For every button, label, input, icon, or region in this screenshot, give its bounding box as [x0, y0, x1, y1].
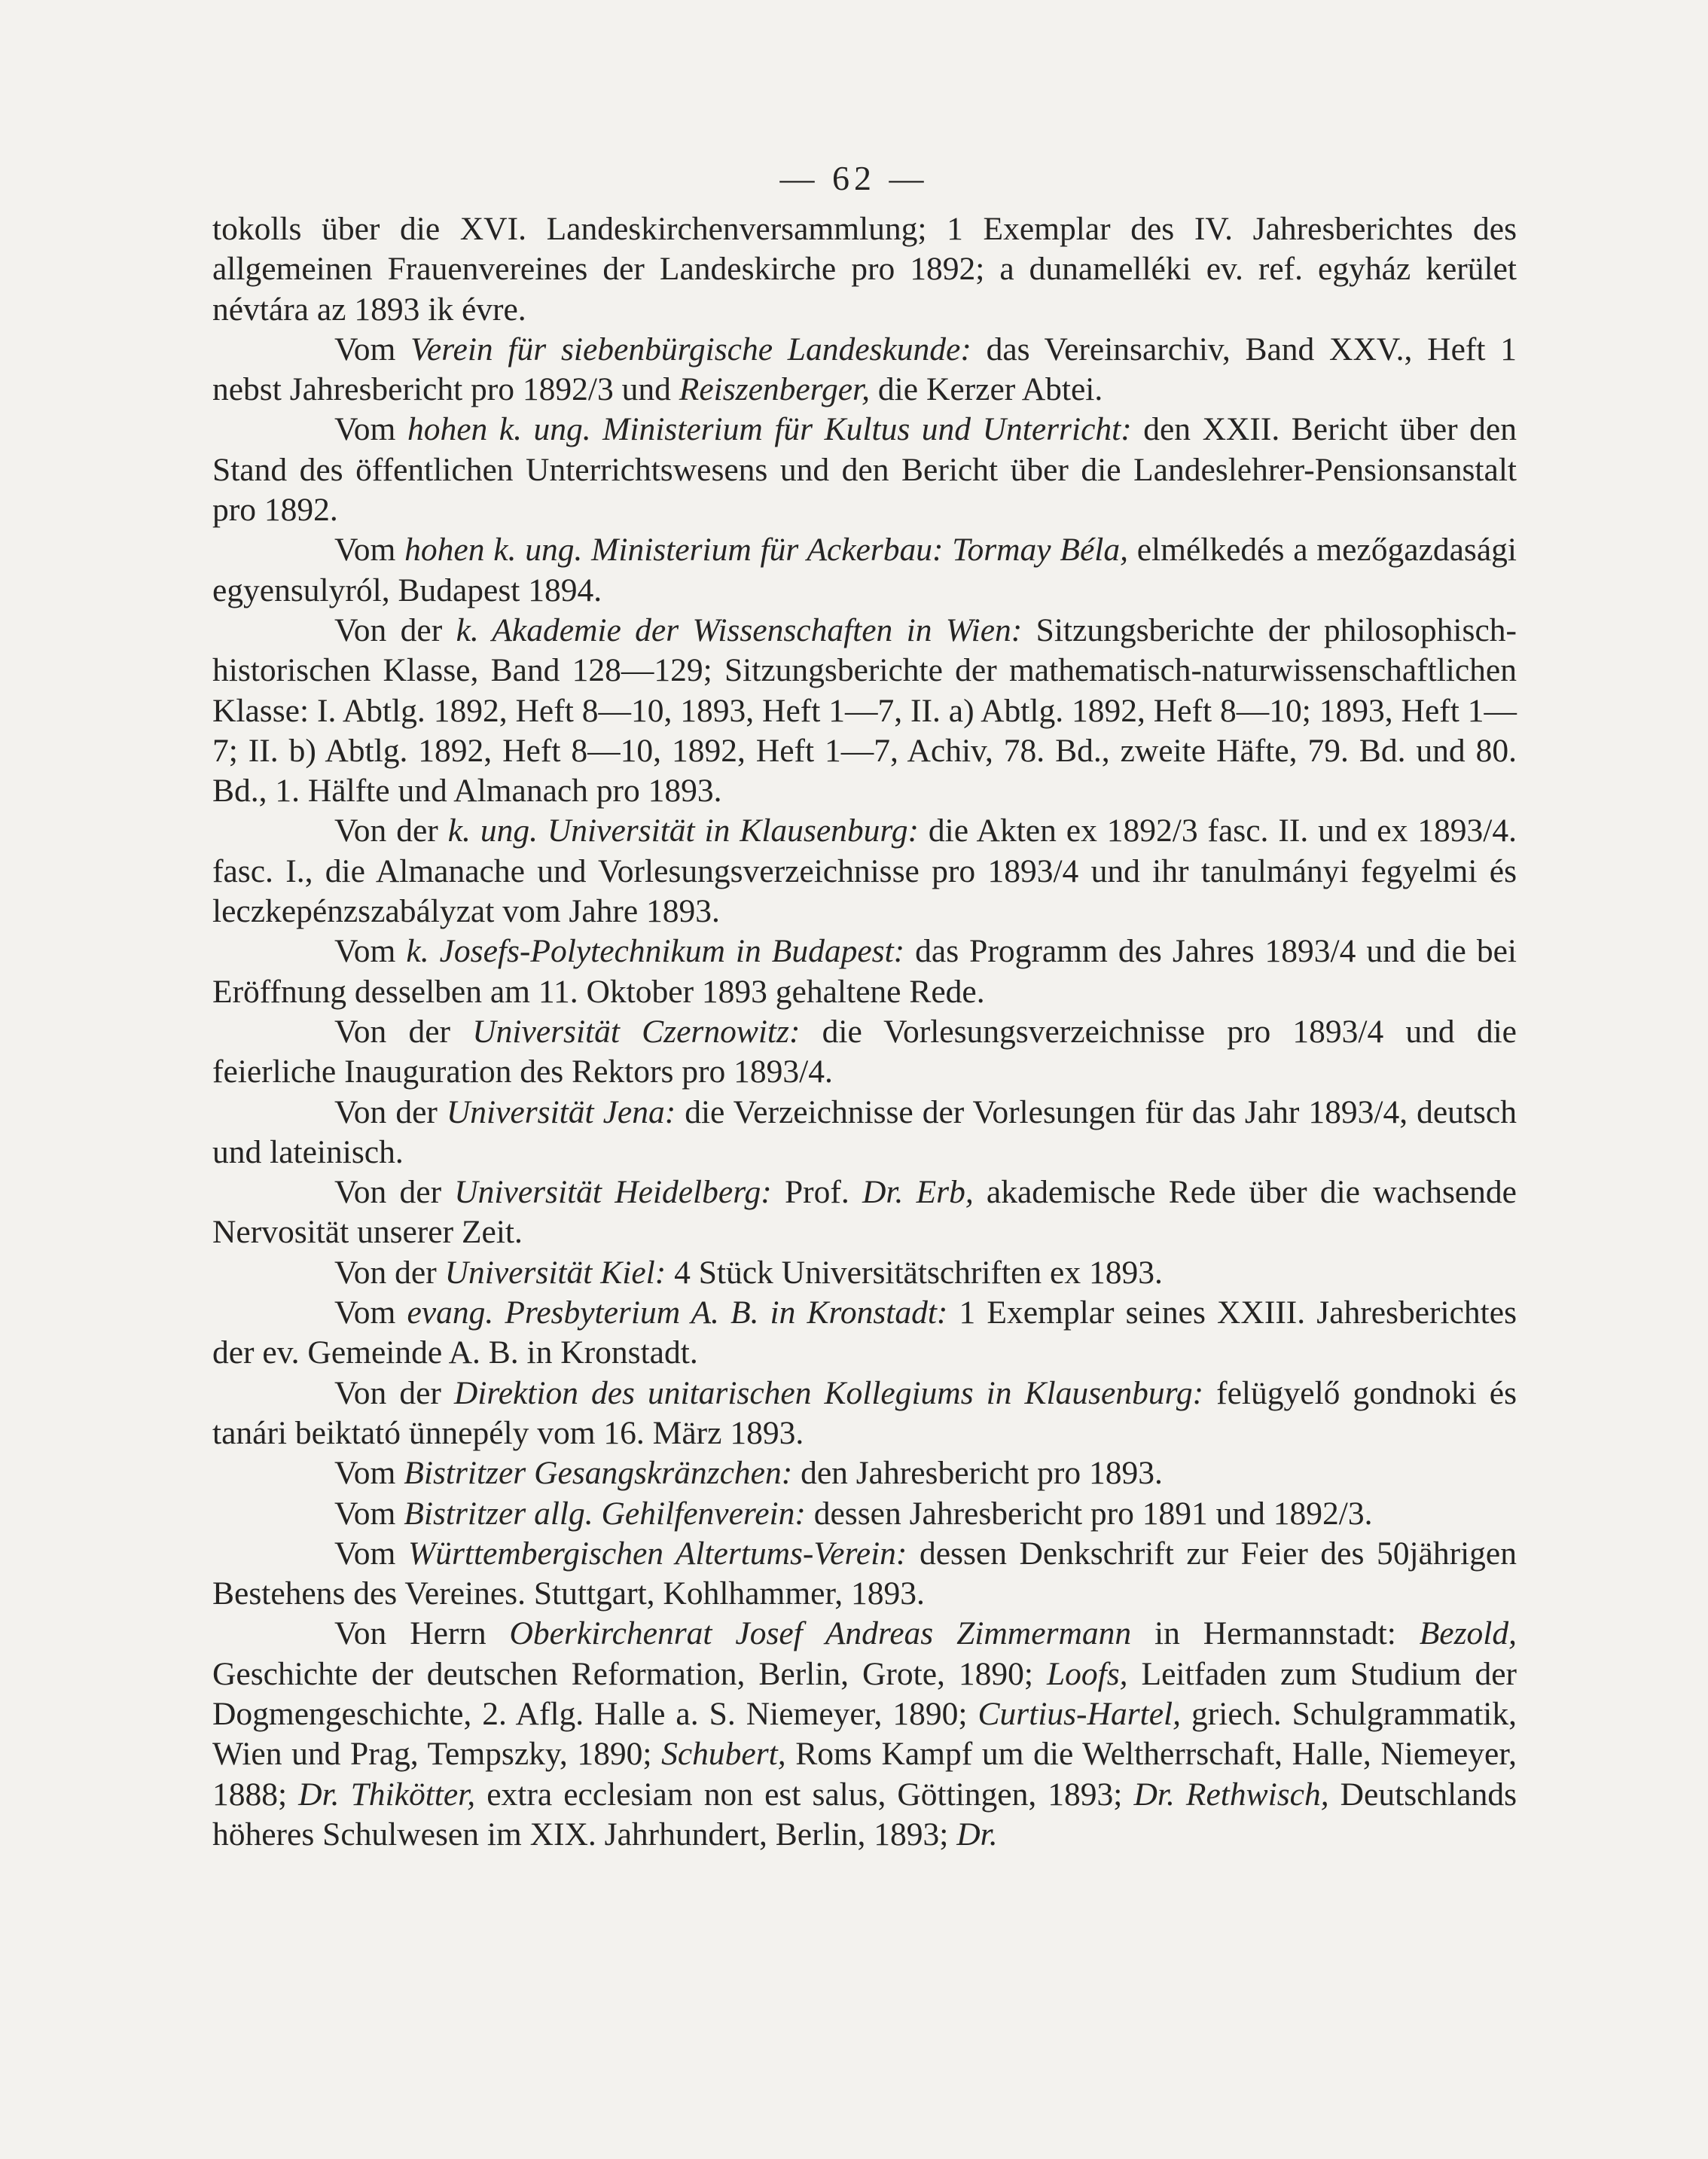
text-run: Von der — [334, 1174, 455, 1211]
italic-text: Bistritzer allg. Gehilfenverein: — [404, 1495, 806, 1532]
italic-text: hohen k. ung. Ministerium für Kultus und Unterricht: — [407, 411, 1132, 448]
text-run: Leitfaden zum Studium der Dogmengeschichte, 2. Aflg. Halle a. S. Niemeyer, 1890; — [212, 1655, 1517, 1732]
text-run: Von der — [334, 1254, 445, 1291]
paragraph — [212, 1093, 1517, 1173]
paragraph — [212, 1253, 1517, 1293]
italic-text: Bezold, — [1419, 1615, 1517, 1652]
text-run: die Kerzer Abtei. — [870, 371, 1103, 408]
paragraph — [212, 1173, 1517, 1253]
italic-text: Dr. Erb, — [862, 1174, 974, 1211]
italic-text: k. Akademie der Wissenschaften in Wien: — [456, 611, 1023, 648]
paragraph — [212, 410, 1517, 530]
text-run: Von der — [334, 1374, 454, 1411]
text-run: das Vereinsarchiv, Band XXV., Heft 1 nebst Jahresbericht pro 1892/3 und — [212, 331, 1517, 408]
text-run: Von der — [334, 813, 448, 849]
text-run: Vom — [334, 1294, 407, 1331]
text-run: Deutschlands höheres Schulwesen im XIX. Jahrhundert, Berlin, 1893; — [212, 1776, 1517, 1853]
italic-text: Universität Czernowitz: — [472, 1013, 801, 1050]
italic-text: Württembergischen Altertums-Verein: — [407, 1535, 907, 1572]
text-run: dessen Denkschrift zur Feier des 50jährigen Bestehens des Vereines. Stuttgart, Kohlhammer, 1893. — [212, 1535, 1517, 1612]
text-run: Vom — [334, 411, 407, 448]
text-run: Vom — [334, 1455, 404, 1492]
text-run: den Jahresbericht pro 1893. — [792, 1455, 1163, 1492]
paragraph — [212, 1453, 1517, 1493]
paragraph — [212, 1614, 1517, 1855]
paragraph — [212, 1494, 1517, 1534]
italic-text: Dr. Thikötter, — [298, 1776, 476, 1813]
text-run: tokolls über die XVI. Landeskirchenversammlung; 1 Exemplar des IV. Jahresberichtes des allgemeinen Frauenvereines der Landeskirche pro 1892; a dunamelléki ev. ref. egyház kerület névtára az 1893 ik évre. — [212, 211, 1517, 328]
paragraph — [212, 1534, 1517, 1615]
text-run: Vom — [334, 1495, 404, 1532]
paragraph — [212, 811, 1517, 932]
italic-text: Dr. Rethwisch, — [1133, 1776, 1329, 1813]
text-run: in Hermannstadt: — [1131, 1615, 1420, 1652]
italic-text: Oberkirchenrat Josef Andreas Zimmermann — [509, 1615, 1132, 1652]
paragraph — [212, 209, 1517, 330]
paragraph — [212, 1012, 1517, 1093]
text-run: akademische Rede über die wachsende Nervosität unserer Zeit. — [212, 1174, 1517, 1251]
italic-text: Reiszenberger, — [679, 371, 871, 408]
body-text — [212, 209, 1517, 1855]
paragraph — [212, 932, 1517, 1012]
text-run: die Akten ex 1892/3 fasc. II. und ex 1893/4. fasc. I., die Almanache und Vorlesungsverzeichnisse pro 1893/4 und ihr tanulmányi fegyelmi és leczkepénzszabályzat vom Jahre 1893. — [212, 813, 1517, 930]
text-run: Geschichte der deutschen Reformation, Berlin, Grote, 1890; — [212, 1655, 1047, 1692]
text-run: Von Herrn — [334, 1615, 510, 1652]
text-run: Vom — [334, 532, 405, 569]
italic-text: Universität Heidelberg: — [454, 1174, 772, 1211]
italic-text: Curtius-Hartel, — [978, 1695, 1181, 1732]
text-run: Vom — [334, 331, 411, 367]
italic-text: Direktion des unitarischen Kollegiums in Klausenburg: — [453, 1374, 1204, 1411]
italic-text: Bistritzer Gesangskränzchen: — [404, 1455, 793, 1492]
paragraph — [212, 330, 1517, 410]
text-run: extra ecclesiam non est salus, Göttingen, 1893; — [475, 1776, 1134, 1813]
italic-text: Verein für siebenbürgische Landeskunde: — [410, 331, 971, 367]
italic-text: k. ung. Universität in Klausenburg: — [447, 813, 919, 849]
text-run: Prof. — [771, 1174, 862, 1211]
italic-text: Universität Jena: — [446, 1093, 676, 1130]
paragraph — [212, 530, 1517, 611]
text-run: den XXII. Bericht über den Stand des öffentlichen Unterrichtswesens und den Bericht über die Landeslehrer-Pensionsanstalt pro 1892. — [212, 411, 1517, 529]
italic-text: k. Josefs-Polytechnikum in Budapest: — [406, 933, 905, 970]
italic-text: hohen k. ung. Ministerium für Ackerbau: Tormay Béla, — [404, 532, 1128, 569]
text-run: Von der — [334, 1013, 473, 1050]
page-number: — 62 — — [779, 159, 929, 197]
text-run: dessen Jahresbericht pro 1891 und 1892/3. — [805, 1495, 1373, 1532]
italic-text: Dr. — [956, 1816, 998, 1853]
text-run: griech. Schulgrammatik, Wien und Prag, Tempszky, 1890; — [212, 1695, 1517, 1773]
text-run: 4 Stück Universitätschriften ex 1893. — [666, 1254, 1163, 1291]
text-run: Vom — [334, 933, 407, 970]
text-run: Sitzungsberichte der philosophisch-historischen Klasse, Band 128—129; Sitzungsberichte der mathematisch-naturwissenschaftlichen Klasse: I. Abtlg. 1892, Heft 8—10, 1893, Heft 1—7, II. a) Abtlg. 1892, Heft 8—10; 1893, Heft 1—7; II. b) Abtlg. 1892, Heft 8—10, 1892, Heft 1—7, Achiv, 78. Bd., zweite Häfte, 79. Bd. und 80. Bd., 1. Hälfte und Almanach pro 1893. — [212, 611, 1517, 810]
text-run: felügyelő gondnoki és tanári beiktató ünnepély vom 16. März 1893. — [212, 1374, 1517, 1451]
paragraph — [212, 1374, 1517, 1454]
text-run: Von der — [334, 1093, 447, 1130]
italic-text: Schubert, — [661, 1736, 786, 1773]
text-run: das Programm des Jahres 1893/4 und die bei Eröffnung desselben am 11. Oktober 1893 gehaltene Rede. — [212, 933, 1517, 1010]
text-run: elmélkedés a mezőgazdasági egyensulyról, Budapest 1894. — [212, 532, 1517, 608]
paragraph — [212, 1293, 1517, 1374]
text-run: Von der — [334, 611, 456, 648]
text-run: 1 Exemplar seines XXIII. Jahresberichtes der ev. Gemeinde A. B. in Kronstadt. — [212, 1294, 1517, 1371]
paragraph — [212, 611, 1517, 811]
text-run: die Vorlesungsverzeichnisse pro 1893/4 und die feierliche Inauguration des Rektors pro 1893/4. — [212, 1013, 1517, 1090]
italic-text: Loofs, — [1046, 1655, 1128, 1692]
text-run: Roms Kampf um die Weltherrschaft, Halle, Niemeyer, 1888; — [212, 1736, 1517, 1813]
text-run: Vom — [334, 1535, 408, 1572]
italic-text: Universität Kiel: — [444, 1254, 666, 1291]
text-run: die Verzeichnisse der Vorlesungen für das Jahr 1893/4, deutsch und lateinisch. — [212, 1093, 1517, 1170]
italic-text: evang. Presbyterium A. B. in Kronstadt: — [407, 1294, 948, 1331]
